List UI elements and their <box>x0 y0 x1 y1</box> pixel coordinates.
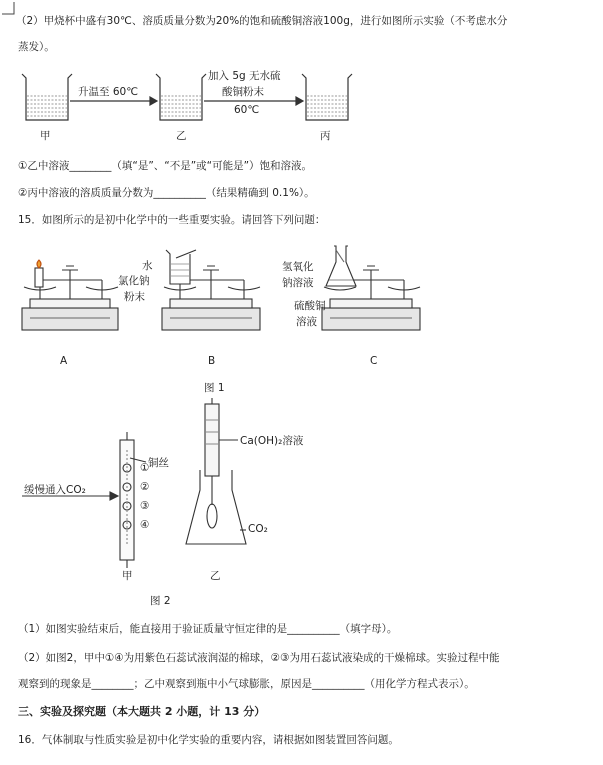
fig1-caption: 图 1 <box>204 382 225 394</box>
beaker-bing <box>302 74 352 120</box>
q15-q1: （1）如图实验结束后，能直接用于验证质量守恒定律的是__________（填字母）。 <box>18 623 398 635</box>
beaker-label-jia: 甲 <box>40 130 51 142</box>
fig1-b-salt-2: 粉末 <box>124 291 145 303</box>
beaker-label-bing: 丙 <box>320 130 331 142</box>
beaker-jia <box>22 74 72 120</box>
fig1-b-salt-1: 氯化钠 <box>118 275 150 287</box>
fig1-c-naoh-1: 氢氧化 <box>282 261 314 273</box>
q16-stem: 16．气体制取与性质实验是初中化学实验的重要内容，请根据如图装置回答问题。 <box>18 734 399 746</box>
fig2-circle-3: ③ <box>140 500 150 512</box>
balance-c <box>322 246 420 330</box>
fig2-circle-4: ④ <box>140 519 150 531</box>
flask-yi <box>186 398 246 544</box>
fig2-circle-2: ② <box>140 481 150 493</box>
fig1-b-water: 水 <box>142 260 153 272</box>
balance-b <box>162 250 260 330</box>
q14-part2-line2: 蒸发）。 <box>18 41 55 53</box>
section3-heading: 三、实验及探究题（本大题共 2 小题，计 13 分） <box>18 705 266 718</box>
arrow-add-label-3: 60℃ <box>234 104 260 116</box>
arrow-add-label-1: 加入 5g 无水硫 <box>208 70 281 82</box>
q15-q2-line1: （2）如图2，甲中①④为用紫色石蕊试液润湿的棉球，②③为用石蕊试液染成的干燥棉球。实验过程中能 <box>18 652 500 664</box>
fig1-c-naoh-2: 钠溶液 <box>282 277 314 289</box>
fig2-label-jia: 甲 <box>122 570 133 582</box>
fig1-letter-b: B <box>208 355 216 367</box>
fig2-co2-in: 缓慢通入CO₂ <box>24 484 86 496</box>
balance-a <box>22 260 118 330</box>
fig2-circle-1: ① <box>140 462 150 474</box>
beaker-label-yi: 乙 <box>176 130 187 142</box>
q15-q2-line2: 观察到的现象是________；乙中观察到瓶中小气球膨胀，原因是__________（用化学方程式表示）。 <box>18 678 475 690</box>
fig1-c-cuso4-2: 溶液 <box>296 316 317 328</box>
fig2-co2: CO₂ <box>248 523 268 535</box>
fig2-label-yi: 乙 <box>210 570 221 582</box>
fig2-copper-wire: 铜丝 <box>148 457 169 469</box>
q14-part2-line1: （2）甲烧杯中盛有30℃、溶质质量分数为20%的饱和硫酸铜溶液100g，进行如图所示实验（不考虑水分 <box>16 15 508 27</box>
corner-mark <box>2 2 14 14</box>
fig1-letter-c: C <box>370 355 378 367</box>
arrow-heat-label: 升温至 60℃ <box>78 86 138 98</box>
q14-sub2: ②丙中溶液的溶质质量分数为__________（结果精确到 0.1%）。 <box>18 187 315 199</box>
fig2-caption: 图 2 <box>150 595 171 607</box>
beaker-yi <box>156 74 206 120</box>
fig1-letter-a: A <box>60 355 68 367</box>
fig2-caoh2: Ca(OH)₂溶液 <box>240 435 304 447</box>
q14-sub1: ①乙中溶液________（填“是”、“不是”或“可能是”）饱和溶液。 <box>18 160 313 172</box>
arrow-add-label-2: 酸铜粉末 <box>222 86 264 98</box>
fig1-c-cuso4-1: 硫酸铜 <box>294 300 326 312</box>
q15-stem: 15．如图所示的是初中化学中的一些重要实验。请回答下列问题： <box>18 214 326 226</box>
